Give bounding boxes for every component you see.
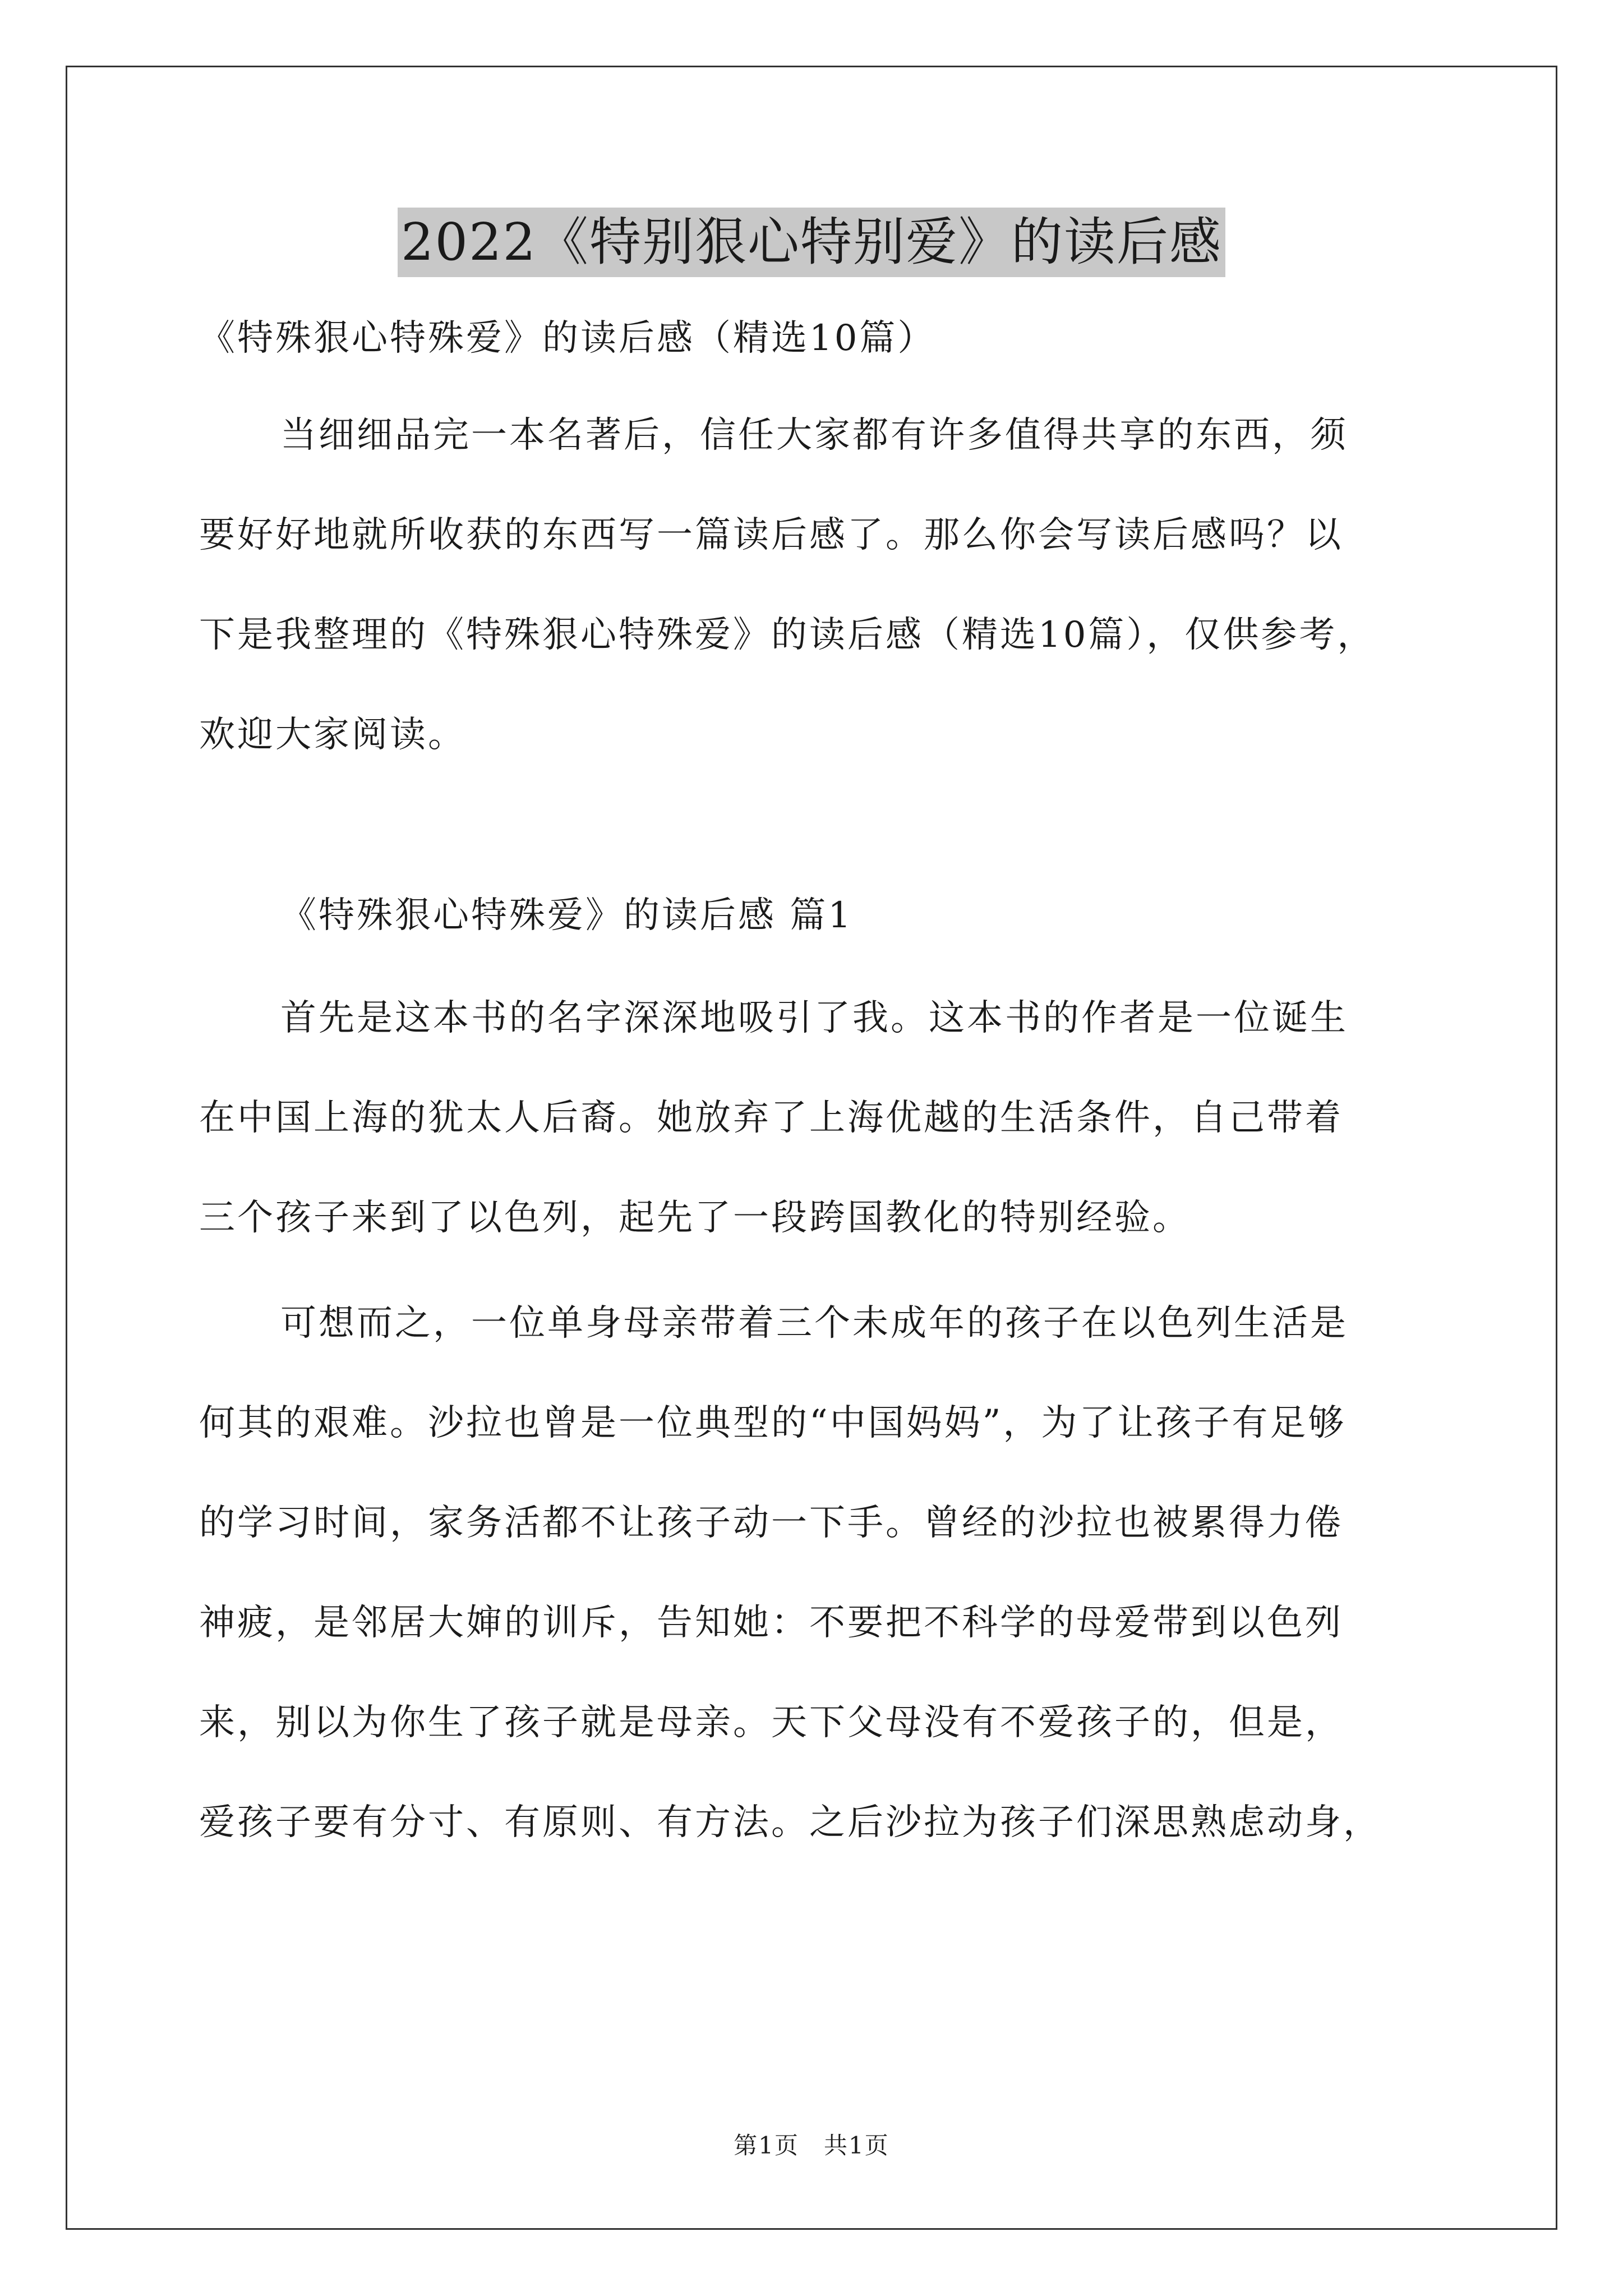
paragraph-line: 何其的艰难。沙拉也曾是一位典型的“中国妈妈”，为了让孩子有足够	[199, 1402, 1347, 1444]
paragraph-line: 神疲，是邻居大婶的训斥，告知她：不要把不科学的母爱带到以色列	[199, 1602, 1343, 1644]
paragraph-line: 可想而之，一位单身母亲带着三个未成年的孩子在以色列生活是	[280, 1303, 1348, 1344]
paragraph-line: 的学习时间，家务活都不让孩子动一下手。曾经的沙拉也被累得力倦	[199, 1502, 1343, 1544]
paragraph-2	[199, 1273, 1447, 1872]
intro-line: 要好好地就所收获的东西写一篇读后感了。那么你会写读后感吗？以	[199, 514, 1343, 556]
document-body	[199, 312, 1447, 1872]
document-title: 2022《特别狠心特别爱》的读后感	[398, 208, 1225, 277]
document-title-wrapper	[0, 208, 1623, 277]
paragraph-line: 首先是这本书的名字深深地吸引了我。这本书的作者是一位诞生	[280, 997, 1348, 1039]
section-heading: 《特殊狠心特殊爱》的读后感 篇1	[280, 895, 854, 936]
intro-line: 下是我整理的《特殊狠心特殊爱》的读后感（精选10篇），仅供参考，	[199, 614, 1376, 656]
intro-paragraph	[199, 385, 1447, 785]
page-footer: 第1页 共1页	[734, 2132, 889, 2159]
paragraph-line: 爱孩子要有分寸、有原则、有方法。之后沙拉为孩子们深思熟虑动身，	[199, 1802, 1381, 1843]
paragraph-line: 在中国上海的犹太人后裔。她放弃了上海优越的生活条件，自己带着	[199, 1097, 1343, 1139]
paragraph-line: 来，别以为你生了孩子就是母亲。天下父母没有不爱孩子的，但是，	[199, 1702, 1343, 1743]
document-subtitle: 《特殊狠心特殊爱》的读后感（精选10篇）	[199, 318, 936, 359]
paragraph-line: 三个孩子来到了以色列，起先了一段跨国教化的特别经验。	[199, 1197, 1191, 1239]
intro-line: 当细细品完一本名著后，信任大家都有许多值得共享的东西，须	[280, 415, 1348, 456]
intro-line: 欢迎大家阅读。	[199, 714, 466, 756]
paragraph-1	[199, 968, 1447, 1268]
